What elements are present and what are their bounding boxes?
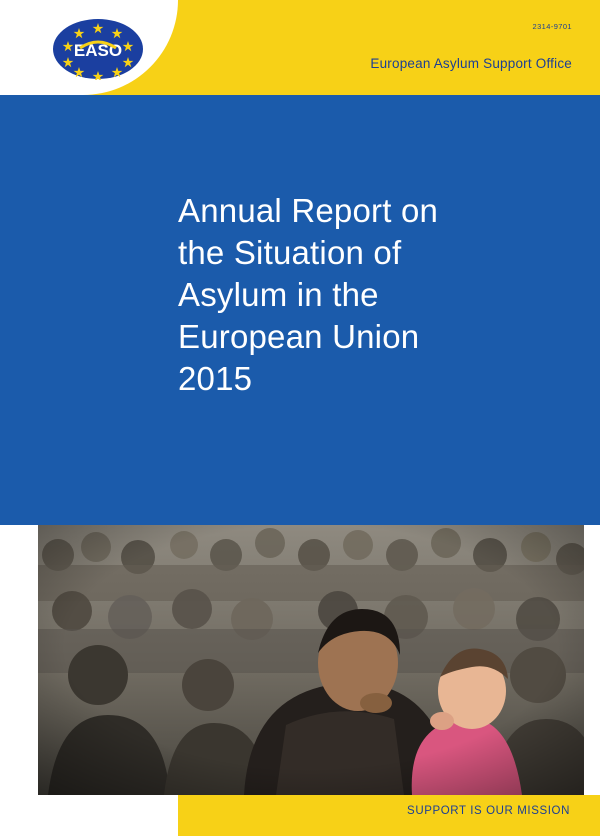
title-line-1: Annual Report on — [178, 192, 439, 229]
footer-white-block — [0, 795, 178, 836]
organisation-name: European Asylum Support Office — [370, 56, 572, 71]
title-line-2: the Situation of — [178, 234, 402, 271]
page-title — [178, 190, 558, 400]
title-line-3: Asylum in the — [178, 276, 379, 313]
title-line-5: 2015 — [178, 360, 253, 397]
issn-number: 2314-9701 — [532, 22, 572, 31]
svg-text:EASO: EASO — [73, 41, 123, 60]
tagline: SUPPORT IS OUR MISSION — [407, 805, 570, 817]
title-line-4: European Union — [178, 318, 420, 355]
cover-photo — [38, 525, 584, 795]
header-band — [0, 0, 600, 95]
easo-logo — [52, 18, 144, 80]
